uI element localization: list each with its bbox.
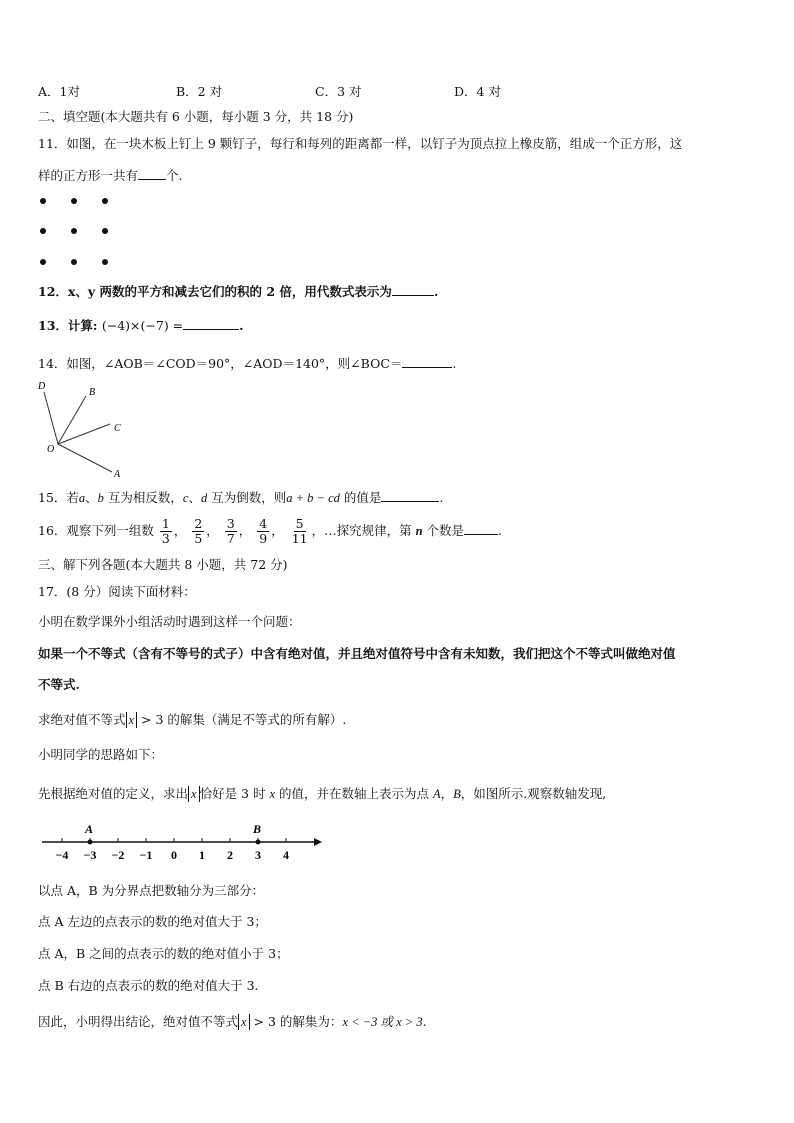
angle-diagram — [34, 378, 134, 478]
expression: a + b − cd — [286, 491, 340, 505]
separator: ， — [173, 523, 187, 538]
question-12-text: 12．x、y 两数的平方和减去它们的积的 2 倍，用代数式表示为 — [38, 284, 392, 299]
separator: ， — [440, 786, 454, 801]
nail-dot — [71, 198, 77, 204]
question-13-prefix: 13．计算: — [38, 318, 98, 333]
label-a: A — [114, 469, 121, 478]
paragraph — [38, 711, 346, 729]
paragraph: 小明在数学课外小组活动时遇到这样一个问题： — [38, 614, 301, 629]
denominator: 5 — [194, 531, 203, 546]
answer-blank — [392, 282, 434, 296]
text: > 3 的解集（满足不等式的所有解）. — [137, 712, 347, 727]
fraction-2 — [192, 517, 204, 546]
paragraph: 如果一个不等式（含有不等号的式子）中含有绝对值，并且绝对值符号中含有未知数，我们把这个不等式叫做绝对值 — [38, 646, 676, 661]
abs-x: x — [238, 1014, 250, 1030]
paragraph — [38, 1013, 427, 1031]
axis-tick-label: 4 — [283, 848, 289, 862]
abs-x: x — [188, 786, 200, 802]
question-16-prefix: 16．观察下列一组数 — [38, 523, 154, 538]
fraction-1 — [160, 517, 172, 546]
question-15-prefix: 15．若 — [38, 490, 79, 505]
point-a: A — [432, 787, 441, 801]
numerator: 5 — [295, 516, 304, 531]
ray-oa — [58, 444, 112, 472]
text: 因此，小明得出结论，绝对值不等式 — [38, 1014, 239, 1029]
axis-tick-label: −4 — [55, 848, 69, 862]
answer-blank — [464, 521, 498, 535]
axis-label-b: B — [253, 822, 262, 836]
var-c: c — [182, 491, 189, 505]
separator: ， — [271, 523, 284, 538]
axis-tick-label: 3 — [255, 848, 261, 862]
var-d: d — [200, 491, 208, 505]
question-12 — [38, 282, 438, 301]
text: . — [422, 1014, 427, 1029]
axis-tick-label: −3 — [83, 848, 97, 862]
paragraph: 小明同学的思路如下： — [38, 747, 164, 762]
option-a: A．1对 — [38, 84, 80, 99]
denominator: 7 — [226, 531, 235, 546]
var-a: a — [78, 491, 86, 505]
nail-dot — [102, 228, 108, 234]
denominator: 9 — [259, 531, 268, 546]
solution-expression: x < −3 或 x > 3 — [342, 1015, 423, 1029]
option-c: C．3 对 — [315, 84, 362, 99]
question-14-text: 14．如图，∠AOB＝∠COD＝90°，∠AOD＝140°，则∠BOC＝ — [38, 356, 403, 371]
nail-dot — [102, 259, 108, 265]
option-b: B．2 对 — [176, 84, 223, 99]
nail-dot — [40, 198, 46, 204]
numerator: 2 — [194, 516, 203, 531]
question-15-text: 互为倒数，则 — [207, 490, 287, 505]
question-13-end: . — [239, 318, 244, 333]
fraction-3 — [225, 517, 237, 546]
answer-blank — [138, 166, 166, 180]
ray-oc — [58, 424, 110, 444]
label-c: C — [114, 423, 121, 434]
question-14-end: . — [452, 356, 457, 371]
question-15-end: . — [439, 490, 444, 505]
paragraph: 不等式. — [38, 677, 80, 692]
numerator: 3 — [226, 516, 235, 531]
axis-tick-label: −2 — [111, 848, 125, 862]
axis-arrow-icon — [314, 838, 322, 846]
question-16-text: 个数是 — [422, 523, 465, 538]
question-15-text: 互为相反数， — [103, 490, 183, 505]
option-d: D．4 对 — [454, 84, 501, 99]
label-d: D — [38, 381, 46, 392]
question-13-expression: (−4)×(−7) = — [101, 318, 184, 333]
paragraph: 以点 A，B 为分界点把数轴分为三部分： — [38, 883, 265, 898]
question-11-line1: 11．如图，在一块木板上钉上 9 颗钉子，每行和每列的距离都一样，以钉子为顶点拉上橡皮筋，组成一个正方形，这 — [38, 136, 683, 151]
nail-dot — [40, 228, 46, 234]
separator: 、 — [85, 490, 98, 505]
nail-dot — [71, 228, 77, 234]
question-15 — [38, 488, 443, 507]
point-b: B — [453, 787, 461, 801]
question-15-text: 的值是 — [339, 490, 382, 505]
ray-ob — [58, 396, 86, 444]
axis-tick-label: −1 — [139, 848, 153, 862]
label-o: O — [47, 444, 55, 455]
fraction-5 — [290, 517, 310, 546]
text: 恰好是 3 时 — [199, 786, 270, 801]
numerator: 4 — [259, 516, 268, 531]
text: > 3 的解集为： — [249, 1014, 343, 1029]
section-heading-fill-in: 二、填空题(本大题共有 6 小题，每小题 3 分，共 18 分) — [38, 109, 354, 124]
paragraph: 点 B 右边的点表示的数的绝对值大于 3. — [38, 978, 259, 993]
nail-dot — [102, 198, 108, 204]
paragraph: 点 A，B 之间的点表示的数的绝对值小于 3； — [38, 946, 289, 961]
number-line — [38, 818, 328, 866]
nail-dot — [71, 259, 77, 265]
fraction-4 — [257, 517, 269, 546]
numerator: 1 — [161, 516, 170, 531]
answer-blank — [381, 488, 439, 502]
answer-blank — [183, 316, 239, 330]
separator: ， — [238, 523, 252, 538]
text: 的值，并在数轴上表示为点 — [275, 786, 433, 801]
question-13 — [38, 316, 244, 335]
question-14 — [38, 354, 456, 373]
question-16-end: . — [498, 523, 503, 538]
var-b: b — [97, 491, 104, 505]
axis-label-a: A — [85, 822, 94, 836]
separator: 、 — [188, 490, 201, 505]
point-b-dot — [256, 840, 261, 845]
point-a-dot — [88, 840, 93, 845]
axis-tick-label: 0 — [171, 848, 177, 862]
abs-x: x — [126, 712, 138, 728]
paragraph — [38, 785, 606, 803]
answer-blank — [402, 354, 452, 368]
axis-tick-label: 1 — [199, 848, 205, 862]
denominator: 3 — [161, 531, 170, 546]
separator: ， — [206, 523, 219, 538]
text: 求绝对值不等式 — [38, 712, 126, 727]
question-12-end: . — [433, 284, 439, 299]
text: ，如图所示.观察数轴发现, — [460, 786, 607, 801]
question-17-title: 17．(8 分）阅读下面材料： — [38, 584, 196, 599]
paragraph: 点 A 左边的点表示的数的绝对值大于 3； — [38, 914, 267, 929]
question-16-text: ，…探究规律，第 — [311, 523, 416, 538]
question-11-line2 — [38, 166, 183, 185]
question-16 — [38, 514, 502, 548]
label-b: B — [89, 387, 96, 398]
axis-tick-label: 2 — [227, 848, 233, 862]
nail-dot — [40, 259, 46, 265]
section-heading-solve: 三、解下列各题(本大题共 8 小题，共 72 分) — [38, 557, 288, 572]
var-x: x — [269, 787, 276, 801]
text: 先根据绝对值的定义，求出 — [38, 786, 189, 801]
var-n: n — [415, 524, 423, 538]
denominator: 11 — [291, 531, 308, 546]
ray-od — [44, 392, 58, 444]
question-11-end: 个. — [166, 168, 183, 183]
question-11-text: 样的正方形一共有 — [38, 168, 139, 183]
